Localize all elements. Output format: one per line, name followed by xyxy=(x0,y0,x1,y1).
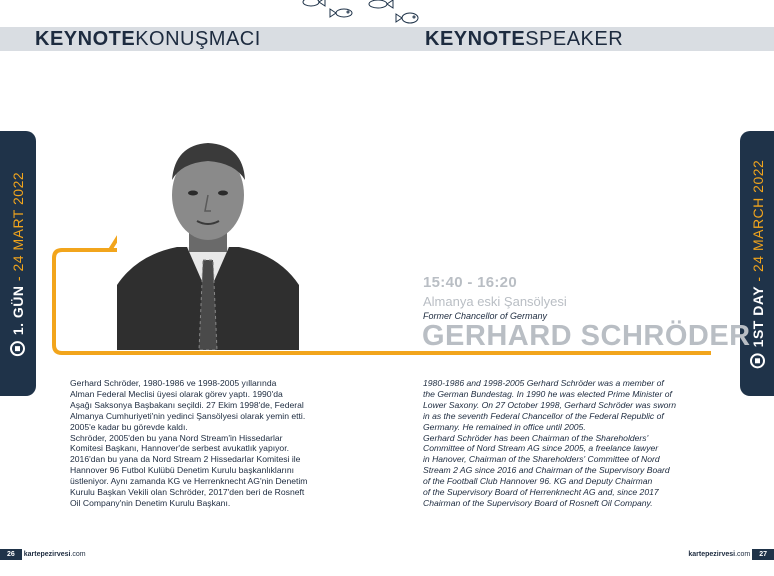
bio-line: Alman Federal Meclisi üyesi olarak görev yaptı. 1990'da xyxy=(70,388,283,399)
bio-line: Kurulu Başkan Vekili olan Schröder, 2017'den beri de Rosneft xyxy=(70,487,305,498)
speaker-photo xyxy=(117,135,299,350)
bio-line: Committee of Nord Stream AG since 2005, a freelance lawyer xyxy=(423,443,659,454)
header-light-text: KONUŞMACI xyxy=(135,28,261,50)
footer-left xyxy=(0,549,86,560)
bio-line: Oil Company'nin Denetim Kurulu Başkanı. xyxy=(70,497,231,508)
speaker-title-en: Former Chancellor of Germany xyxy=(423,311,548,321)
bio-turkish xyxy=(70,378,340,509)
bio-line: Chairman of the Supervisory Board of Rosneft Oil Company. xyxy=(423,497,653,508)
bio-line: in Hanover, Chairman of the Shareholders' Committee of Nord xyxy=(423,454,660,465)
bio-line: in as the seventh Federal Chancellor of the Federal Republic of xyxy=(423,410,664,421)
bio-line: üstleniyor. Aynı zamanda KG ve Herrenknecht AG'nin Denetim xyxy=(70,476,308,487)
day-label: 1. GÜN xyxy=(10,284,26,335)
bio-line: of the Football Club Hannover 96. KG and Deputy Chairman xyxy=(423,476,653,487)
bio-line: Schröder, 2005'den bu yana Nord Stream'in Hissedarlar xyxy=(70,432,283,443)
header-light-text: SPEAKER xyxy=(525,28,624,50)
separator: - xyxy=(750,271,766,286)
speaker-title-tr: Almanya eski Şansölyesi xyxy=(423,294,567,309)
bio-line: Lower Saxony. On 27 October 1998, Gerhard Schröder was sworn xyxy=(423,399,677,410)
site-link[interactable] xyxy=(24,551,86,558)
date-label: 24 MARCH 2022 xyxy=(750,159,766,272)
page-number: 27 xyxy=(752,549,774,560)
separator: - xyxy=(10,271,26,285)
date-label: 24 MART 2022 xyxy=(10,171,26,272)
site-name: kartepezirvesi xyxy=(688,551,736,558)
bio-line: 2005'e kadar bu görevde kaldı. xyxy=(70,421,188,432)
bio-line: Germany. He remained in office until 2005. xyxy=(423,421,586,432)
header-bold-text: KEYNOTE xyxy=(425,28,526,50)
bio-line: Gerhard Schröder, 1980-1986 ve 1998-2005 yıllarında xyxy=(70,378,277,388)
bio-line: Komitesi Başkanı, Hannover'de serbest avukatlık yapıyor. xyxy=(70,443,289,454)
bio-line: the German Bundestag. In 1990 he was elected Prime Minister of xyxy=(423,388,672,399)
session-time: 15:40 - 16:20 xyxy=(423,274,517,291)
bio-line: 1980-1986 and 1998-2005 Gerhard Schröder was a member of xyxy=(423,378,664,388)
bio-line: Hannover 96 Futbol Kulübü Denetim Kurulu başkanlıklarını xyxy=(70,465,295,476)
site-domain: .com xyxy=(70,551,86,558)
bio-line: of the Supervisory Board of Herrenknecht AG and, since 2017 xyxy=(423,487,659,498)
site-name: kartepezirvesi xyxy=(23,551,71,558)
speaker-name: GERHARD SCHRÖDER xyxy=(422,320,751,352)
site-link[interactable] xyxy=(688,551,750,558)
bio-line: Stream 2 AG since 2016 and Chairman of the Supervisory Board xyxy=(423,465,670,476)
page-number: 26 xyxy=(0,549,22,560)
site-domain: .com xyxy=(735,551,751,558)
bio-line: 2016'dan bu yana da Nord Stream 2 Hissedarlar Komitesi ile xyxy=(70,454,301,465)
footer-right xyxy=(688,549,774,560)
bio-english xyxy=(423,378,698,509)
day-label: 1ST DAY xyxy=(750,285,766,347)
bio-line: Aşağı Saksonya Başbakanı seçildi. 27 Ekim 1998'de, Federal xyxy=(70,399,304,410)
bio-line: Almanya Cumhuriyeti'nin yedinci Şansölyesi olarak yemin etti. xyxy=(70,410,306,421)
header-bold-text: KEYNOTE xyxy=(35,28,136,50)
bio-line: Gerhard Schröder has been Chairman of the Shareholders' xyxy=(423,432,649,443)
